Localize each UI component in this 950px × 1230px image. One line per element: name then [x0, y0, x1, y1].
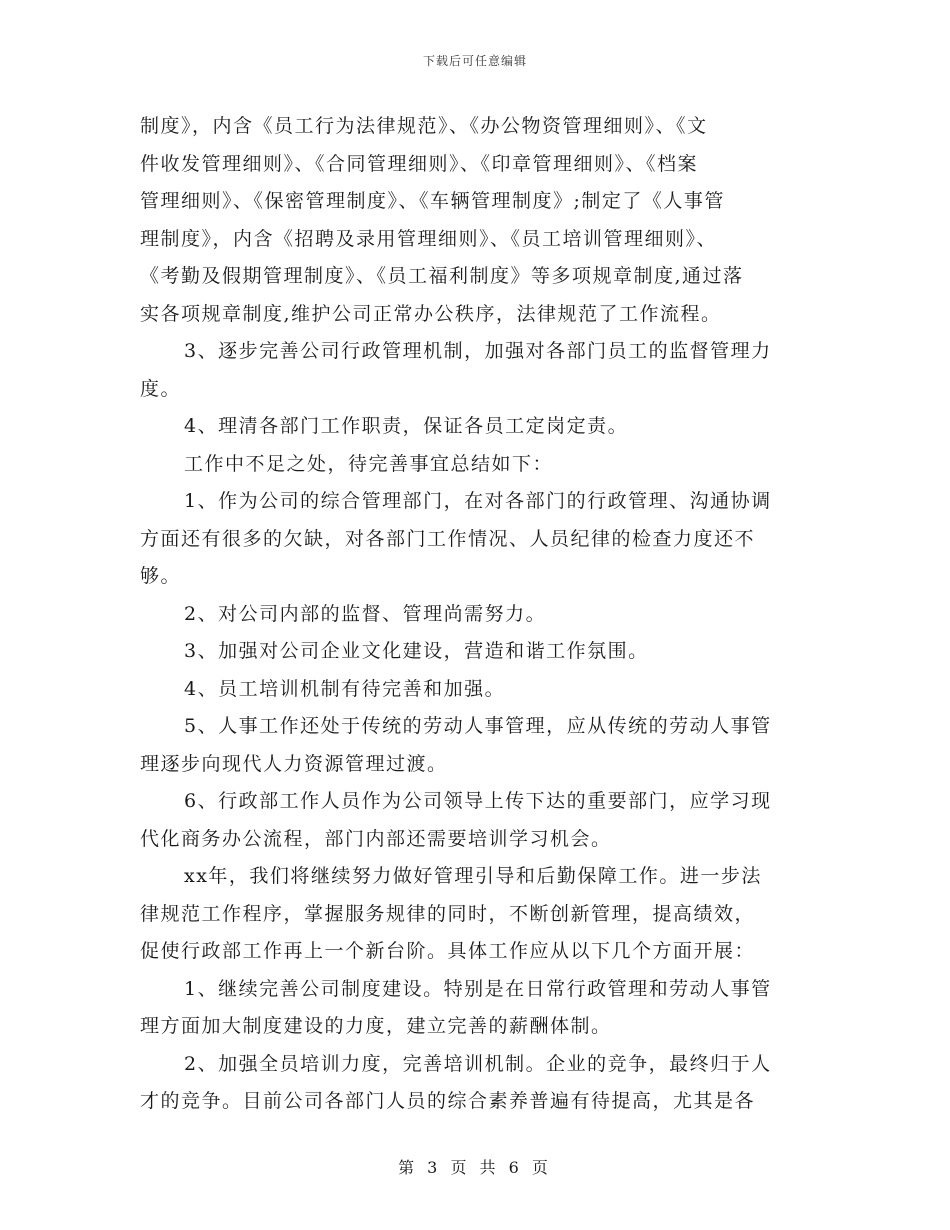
text-line: 促使行政部工作再上一个新台阶。具体工作应从以下几个方面开展： — [140, 940, 756, 962]
text-line: 度。 — [140, 377, 182, 400]
text-line: 6、行政部工作人员作为公司领导上传下达的重要部门，应学习现 — [184, 790, 772, 812]
text-line: 够。 — [140, 565, 182, 587]
text-line: 制度》，内含《员工行为法律规范》、《办公物资管理细则》、《文 — [140, 115, 708, 137]
text-line: xx年，我们将继续努力做好管理引导和后勤保障工作。进一步法 — [184, 865, 762, 887]
text-line: 4、员工培训机制有待完善和加强。 — [184, 677, 506, 700]
text-line: 5、人事工作还处于传统的劳动人事管理，应从传统的劳动人事管 — [184, 715, 772, 737]
text-line: 4、理清各部门工作职责，保证各员工定岗定责。 — [184, 415, 629, 437]
text-line: 才的竞争。目前公司各部门人员的综合素养普遍有待提高，尤其是各 — [140, 1090, 756, 1112]
text-line: 方面还有很多的欠缺，对各部门工作情况、人员纪律的检查力度还不 — [140, 527, 756, 550]
text-line: 2、对公司内部的监督、管理尚需努力。 — [184, 602, 547, 625]
document-body — [140, 108, 810, 1121]
text-line: 1、继续完善公司制度建设。特别是在日常行政管理和劳动人事管 — [184, 977, 772, 1000]
text-line: 代化商务办公流程，部门内部还需要培训学习机会。 — [140, 827, 612, 850]
text-line: 3、逐步完善公司行政管理机制，加强对各部门员工的监督管理力 — [184, 340, 772, 362]
text-line: 《考勤及假期管理制度》、《员工福利制度》等多项规章制度,通过落 — [140, 265, 744, 287]
text-line: 2、加强全员培训力度，完善培训机制。企业的竞争，最终归于人 — [184, 1052, 772, 1075]
text-line: 1、作为公司的综合管理部门，在对各部门的行政管理、沟通协调 — [184, 490, 772, 512]
page-number-footer: 第 3 页 共 6 页 — [398, 1158, 552, 1177]
text-line: 理方面加大制度建设的力度，建立完善的薪酬体制。 — [140, 1015, 612, 1037]
text-line: 理逐步向现代人力资源管理过渡。 — [140, 752, 448, 775]
text-line: 3、加强对公司企业文化建设，营造和谐工作氛围。 — [184, 640, 649, 662]
text-line: 管理细则》、《保密管理制度》、《车辆管理制度》;制定了《人事管 — [140, 190, 725, 212]
text-line: 实各项规章制度,维护公司正常办公秩序，法律规范了工作流程。 — [140, 302, 722, 325]
text-line: 律规范工作程序，掌握服务规律的同时，不断创新管理，提高绩效， — [140, 902, 756, 925]
text-line: 件收发管理细则》、《合同管理细则》、《印章管理细则》、《档案 — [140, 152, 699, 175]
text-line: 理制度》，内含《招聘及录用管理细则》、《员工培训管理细则》、 — [140, 227, 718, 250]
text-line: 工作中不足之处，待完善事宜总结如下： — [184, 452, 554, 475]
page-header: 下载后可任意编辑 — [422, 54, 527, 68]
